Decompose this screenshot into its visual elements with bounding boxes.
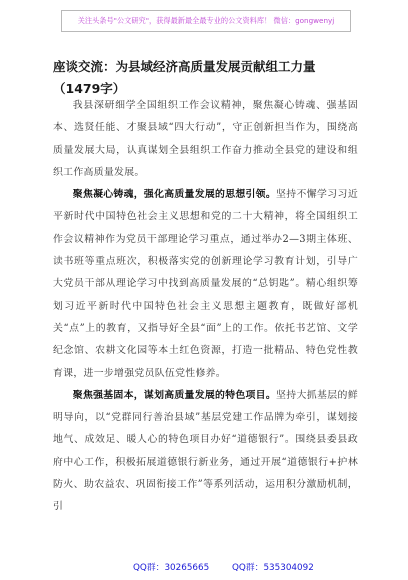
document-title: 座谈交流：为县域经济高质量发展贡献组工力量（1479字） <box>53 59 316 96</box>
paragraph-grassroots <box>53 385 358 519</box>
paragraph-text: 坚持大抓基层的鲜明导向，以“党群同行善治县域”基层党建工作品牌为牵引，谋划接地气、成效足、暖人心的特色项目办好“道德银行”。围绕县委县政府中心工作，积极拓展道德银行新业务，通过开展“道德银行+护林防火、助农益农、巩固衔接工作”等系列活动，运用积分激励机制，引 <box>53 389 358 513</box>
paragraph-ideology <box>53 184 358 385</box>
qq-group-1: QQ群：30265665 <box>133 563 210 573</box>
qq-group-2: QQ群：535304092 <box>232 563 314 573</box>
document-body <box>53 95 358 519</box>
header-banner-text: 关注头条号"公文研究"，获得最新最全最专业的公文资料库！ 微信：gongwenyj <box>77 16 335 25</box>
paragraph-intro <box>53 95 358 184</box>
paragraph-text: 坚持不懈学习习近平新时代中国特色社会主义思想和党的二十大精神，将全国组织工作会议精神作为党员干部理论学习重点，通过举办2—3期主体班、读书班等重点班次，积极落实党的创新理论学习教育计划，引导广大党员干部从理论学习中找到高质量发展的“总钥匙”。精心组织筹划习近平新时代中国特色社会主义思想主题教育，既做好部机关“点”上的教育，又指导好全县“面”上的工作。依托书艺馆、文学纪念馆、农耕文化园等本土红色资源，打造一批精品、特色党性教育课，进一步增强党员队伍党性修养。 <box>53 189 358 379</box>
header-banner <box>61 10 351 32</box>
paragraph-lead: 聚焦凝心铸魂，强化高质量发展的思想引领。 <box>72 189 276 201</box>
paragraph-text: 我县深研细学全国组织工作会议精神，聚焦凝心铸魂、强基固本、选贤任能、才聚县域“四大行动”，守正创新担当作为，围绕高质量发展大局，认真谋划全县组织工作奋力推动全县党的建设和组织工作高质量发展。 <box>53 100 358 178</box>
paragraph-lead: 聚焦强基固本，谋划高质量发展的特色项目。 <box>72 389 276 401</box>
